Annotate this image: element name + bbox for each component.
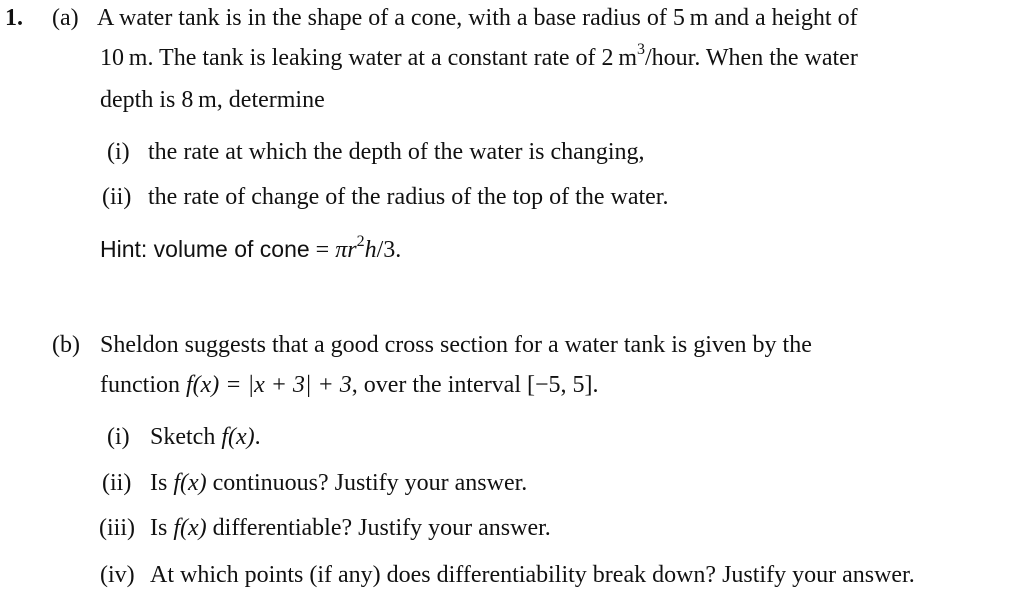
part-b-label: (b) <box>52 332 80 358</box>
part-a-line-1: A water tank is in the shape of a cone, with a base radius of 5 m and a height of <box>97 5 858 31</box>
part-a-item-ii-text: the rate of change of the radius of the top of the water. <box>148 184 669 210</box>
part-a-line-3: depth is 8 m, determine <box>100 87 325 113</box>
part-a-item-ii-label: (ii) <box>102 184 132 210</box>
part-a-item-i-text: the rate at which the depth of the water is changing, <box>148 139 645 165</box>
part-a-label: (a) <box>52 5 79 31</box>
part-a-item-i-label: (i) <box>107 139 130 165</box>
part-b-item-i-text: Sketch f(x). <box>150 424 261 450</box>
part-a-line-2: 10 m. The tank is leaking water at a constant rate of 2 $m^3$/hour. When the water <box>100 41 858 71</box>
part-b-item-iii-label: (iii) <box>99 515 135 541</box>
part-b-item-i-label: (i) <box>107 424 130 450</box>
part-b-item-iv-text: At which points (if any) does differentiability break down? Justify your answer. <box>150 562 915 588</box>
part-b-item-ii-text: Is f(x) continuous? Justify your answer. <box>150 470 528 496</box>
part-b-line-1: Sheldon suggests that a good cross section for a water tank is given by the <box>100 332 812 358</box>
part-b-item-iv-label: (iv) <box>100 562 135 588</box>
question-number: 1. <box>5 5 23 31</box>
part-b-item-ii-label: (ii) <box>102 470 132 496</box>
hint: Hint: volume of cone = $\pi r^2h/3$. <box>100 233 402 263</box>
part-b-line-2: function f(x) = |x + 3| + 3, over the interval [−5, 5]. <box>100 372 599 398</box>
part-b-item-iii-text: Is f(x) differentiable? Justify your answer. <box>150 515 551 541</box>
